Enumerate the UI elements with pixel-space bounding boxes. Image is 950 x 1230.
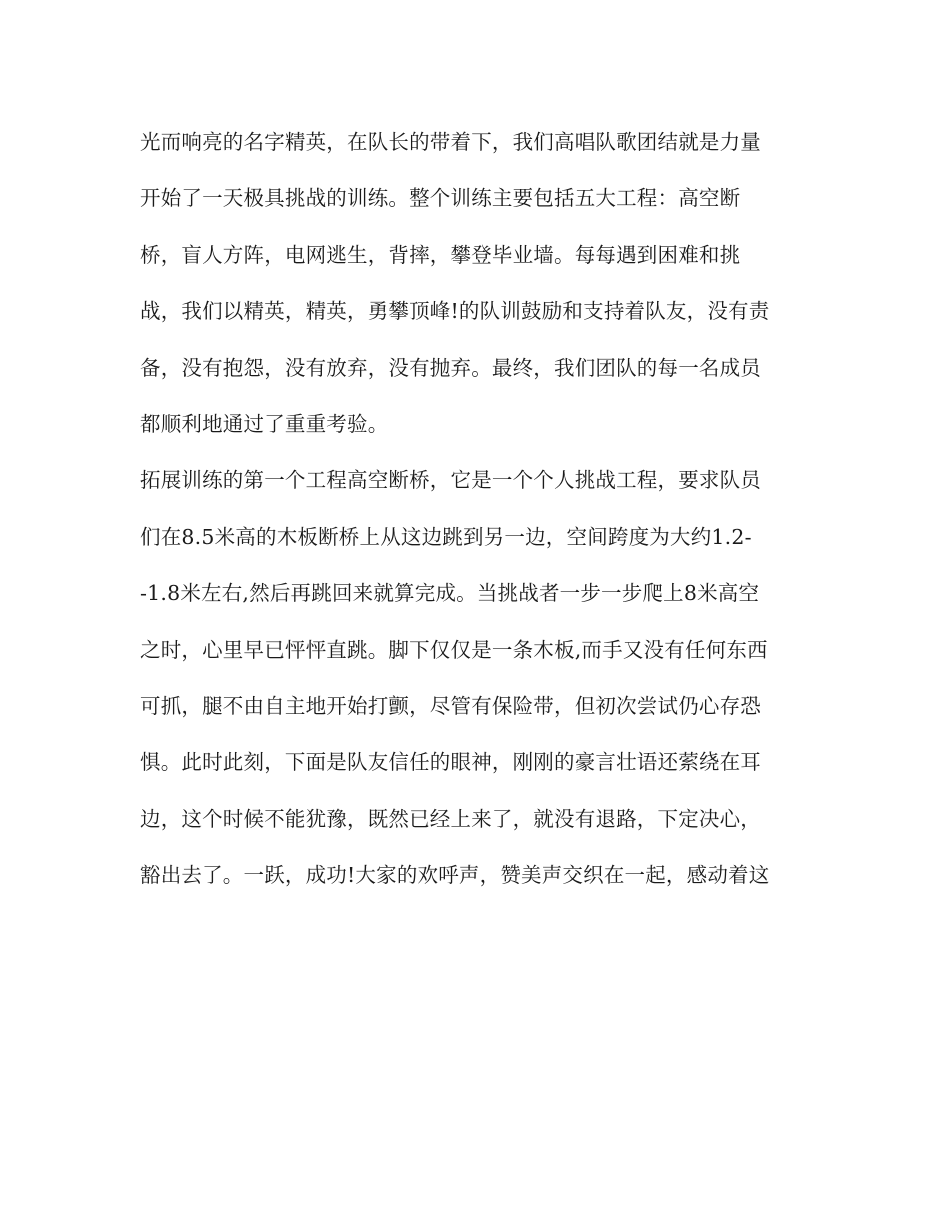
document-body — [140, 124, 820, 913]
text-line: 可抓，腿不由自主地开始打颤，尽管有保险带，但初次尝试仍心存恐 — [140, 693, 761, 718]
text-line: 桥，盲人方阵，电网逃生，背摔，攀登毕业墙。每每遇到困难和挑 — [140, 242, 741, 267]
text-line: 之时，心里早已怦怦直跳。脚下仅仅是一条木板,而手又没有任何东西 — [140, 637, 768, 662]
text-line: 惧。此时此刻，下面是队友信任的眼神，刚刚的豪言壮语还萦绕在耳 — [140, 750, 761, 775]
text-line: 们在8.5米高的木板断桥上从这边跳到另一边，空间跨度为大约1.2- — [140, 524, 752, 549]
text-line: 拓展训练的第一个工程高空断桥，它是一个个人挑战工程，要求队员 — [140, 468, 761, 493]
text-line: 豁出去了。一跃，成功!大家的欢呼声，赞美声交织在一起，感动着这 — [140, 863, 770, 888]
text-line: 都顺利地通过了重重考验。 — [140, 411, 389, 436]
text-line: -1.8米左右,然后再跳回来就算完成。当挑战者一步一步爬上8米高空 — [140, 581, 760, 606]
text-line: 边，这个时候不能犹豫，既然已经上来了，就没有退路，下定决心， — [140, 806, 761, 831]
text-line: 光而响亮的名字精英，在队长的带着下，我们高唱队歌团结就是力量 — [140, 130, 761, 154]
text-line: 战，我们以精英，精英，勇攀顶峰!的队训鼓励和支持着队友，没有责 — [140, 299, 770, 324]
text-line: 开始了一天极具挑战的训练。整个训练主要包括五大工程：高空断 — [140, 186, 741, 211]
text-line: 备，没有抱怨，没有放弃，没有抛弃。最终，我们团队的每一名成员 — [140, 355, 761, 380]
